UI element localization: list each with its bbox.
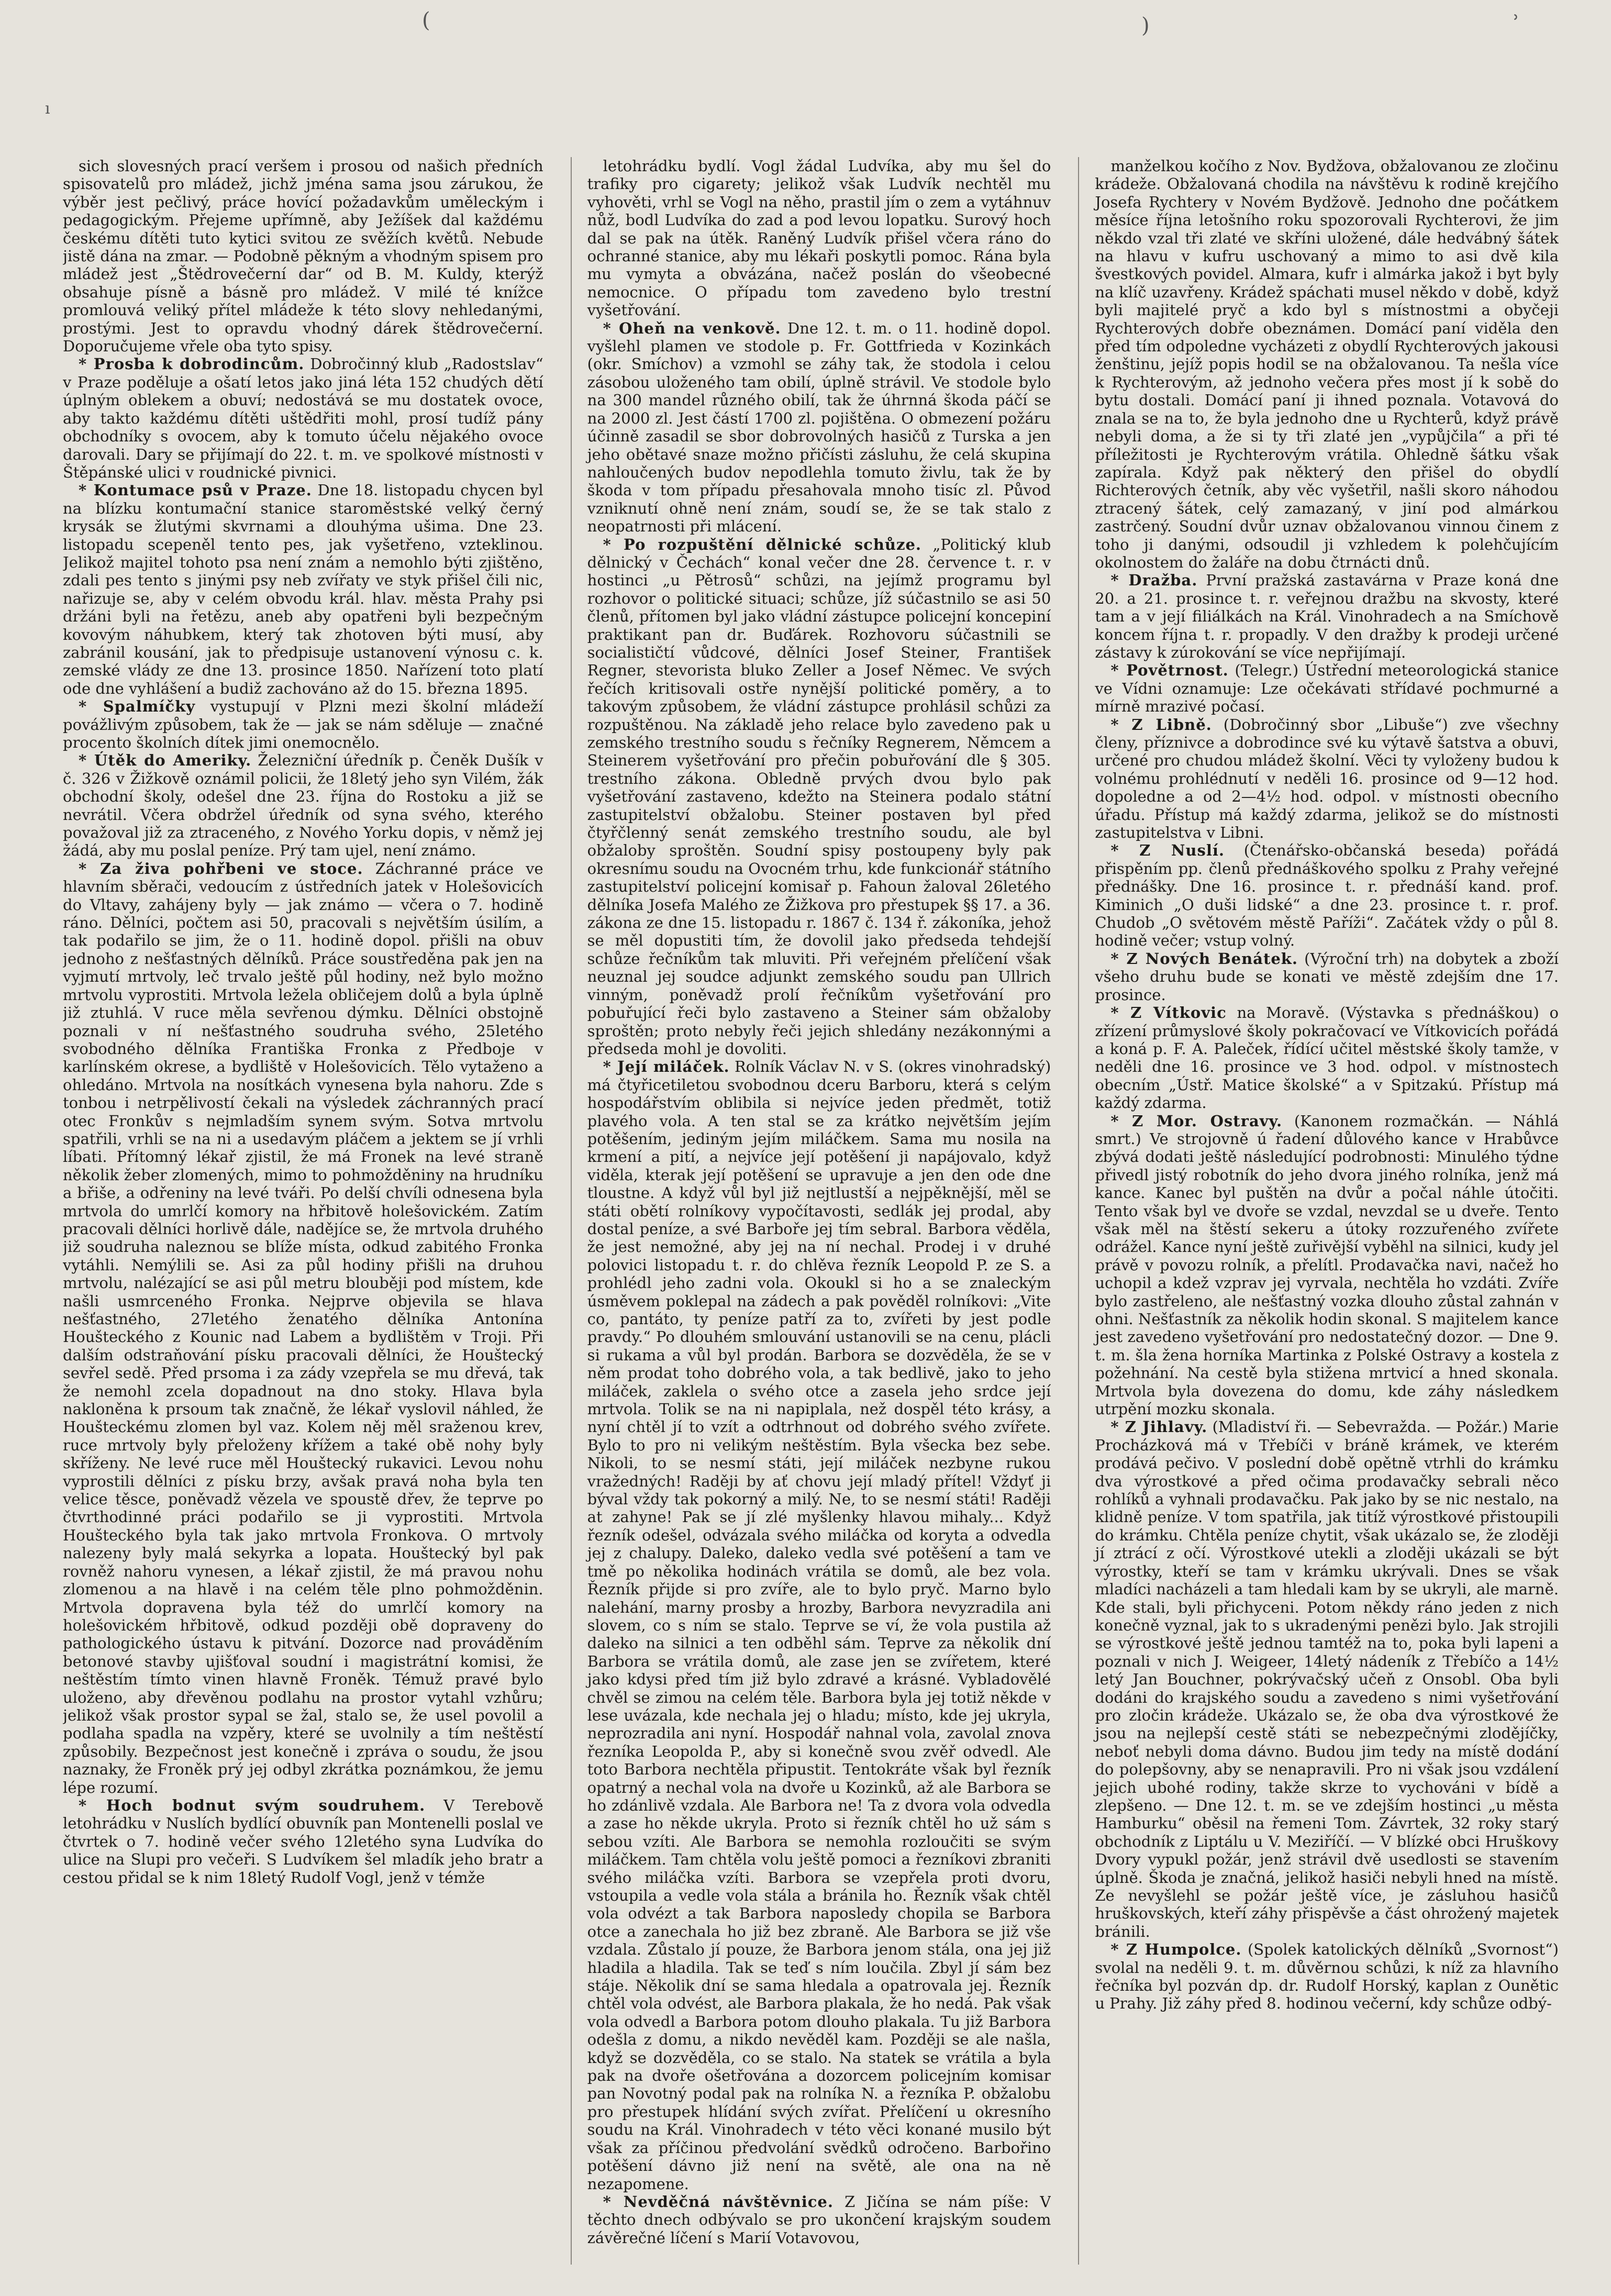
article-heading: * Z Nových Benátek.: [1110, 949, 1298, 968]
article-text: (Mladiství ři. — Sebevražda. — Požár.) Marie Procházková má v Třebíči v bráně krámek, ve kterém prodává pečivo. V poslední době opětně vtrhli do krámku dva výrostkové a před očima prodavačky sebrali něco rohlíků a vyhnali prodavačku. Pak jako by se nic nestalo, na klidně peníze. V tom spatřila, jak titíž výrostkové přistoupili do krámku. Chtěla peníze chytit, však ukázalo se, že zloději jí ztrácí z očí. Výrostkové utekli a zloději ukázali se být výrostky, kteří se tam v krámku ukrývali. Dnes se však mladíci nacházeli a tam hledali kam by se ukryli, ale marně. Kde stali, byli přichyceni. Potom někdy ráno jeden z nich konečně vyznal, jak to s ukradenými penězi bylo. Jak strojili se výrostkové ještě jednou tamtéž na to, poka byli lapeni a poznali v nich J. Weigeer, 14letý nádeník z Třebíčo a 14½ letý Jan Bouchner, pokrývačský učeň z Onsobl. Oba byli dodáni do krajského soudu a zavedeno s nimi vyšetřování pro zločin krádeže. Ukázalo se, že oba dva výrostkové že jsou na nejlepší cestě státi se nebezpečnými zlodějíčky, neboť nebyli doma dávno. Budou jim tedy na místě dodání do polepšovny, aby se nenapravili. Pro ni však jsou vzdálení jejich ubohé rodiny, takže skrze to vychováni v bídě a zlepšeno. — Dne 12. t. m. se ve zdejším hostinci „u města Hamburku“ oběsil na řemeni Tom. Závrtek, 32 roky starý obchodník z Liptálu u V. Meziříčí. — V blízké obci Hruškovy Dvory vypukl požár, jenž strávil dvě usedlosti se stavením úplně. Škoda je značná, jelikož hasiči nebyli hned na místě. Ze nevyšlehl se požár ještě více, je zásluhou hasičů hruškovských, kteří záhy přispěvše a část ohrožený majetek bránili.: [1095, 1418, 1559, 1940]
article-paragraph: [1095, 1940, 1559, 2013]
article-paragraph: [587, 319, 1051, 536]
article-text: (Výroční trh) na dobytek a zboží všeho druhu bude se konati ve městě zdejším dne 17. prosince.: [1095, 949, 1559, 1004]
article-paragraph: [63, 751, 543, 859]
article-paragraph: [1095, 571, 1559, 661]
article-paragraph: [1095, 950, 1559, 1004]
scan-edge-mark: ı: [45, 99, 50, 118]
article-text: letohrádku bydlí. Vogl žádal Ludvíka, aby mu šel do trafiky pro cigarety; jelikož však Ludvík nechtěl mu vyhověti, vrhl se Vogl na něho, prastil jím o zem a vytáhnuv nůž, bodl Ludvíka do zad a pod levou lopatku. Surový hoch dal se pak na útěk. Raněný Ludvík přišel včera ráno do ochranné stanice, aby mu lékaři poskytli pomoc. Rána byla mu vymyta a obvázána, načež poslán do všeobecné nemocnice. O případu tom zavedeno bylo trestní vyšetřování.: [587, 157, 1051, 319]
article-text: manželkou kočího z Nov. Bydžova, obžalovanou ze zločinu krádeže. Obžalovaná chodila na návštěvu k rodině krejčího Josefa Rychtery v Novém Bydžově. Jednoho dne počátkem měsíce října letošního roku spozorovali Rychterovi, že jim někdo vzal tři zlaté ve skříni uložené, dále hedvábný šátek na hlavu v kufru uschovaný a mimo to asi dvě kila švestkových povidel. Almara, kufr i almárka jakož i byt byly na klíč uzavřeny. Krádež spáchati musel někdo v době, když byli majitelé pryč a kdo byl s místnostmi a obyčeji Rychterových dobře obeznámen. Domácí paní viděla den před tím odpoledne vycházeti z obydlí Rychterových jakousi ženštinu, jejíž popis hodil se na obžalovanou. Ta nešla více k Rychterovým, až jednoho večera přes most jí k sobě do bytu dostali. Domácí paní ji ihned poznala. Votavová do znala se na to, že byla jednoho dne u Rychterů, když právě nebyli doma, a že si ty tři zlaté jen „vypůjčila“ a při té příležitosti je Rychterovým vrátila. Ohledně šátku však zapírala. Když pak některý den přišel do obydlí Richterových četník, aby věc vyšetřil, našli skoro náhodou ztracený šátek, celý zamazaný, v jiní pod almárkou zastrčený. Soudní dvůr uznav obžalovanou vinnou činem z toho ji danými, odsoudil ji vzhledem k polehčujícím okolnostem do žaláře na dobu čtrnácti dnů.: [1095, 157, 1559, 571]
article-paragraph: [1095, 1004, 1559, 1112]
article-text: Železniční úředník p. Čeněk Dušík v č. 326 v Žižkově oznámil policii, že 18letý jeho syn Vilém, žák obchodní školy, odešel dne 23. října do Rostoku a již se nevrátil. Včera obdržel úředník od syna svého, kterého považoval již za ztraceného, z Nového Yorku dopis, v němž jej žádá, aby mu poslal peníze. Prý tam ujel, není známo.: [63, 751, 543, 860]
article-heading: * Nevděčná návštěvnice.: [603, 2192, 834, 2211]
article-paragraph: [587, 2193, 1051, 2247]
article-paragraph: [63, 697, 543, 751]
article-text: sich slovesných prací veršem i prosou od našich předních spisovatelů pro mládež, jichž jména sama jsou zárukou, že výběr jest pečlivý, práce hovící požadavkům uměleckým i pedagogickým. Přejeme upřímně, aby Ježíšek dal každému českému dítěti tuto kytici svitou ze svěžích květů. Nebude jistě dána na zmar. — Podobně pěkným a vhodným spisem pro mládež jest „Štědrovečerní dar“ od B. M. Kuldy, kterýž obsahuje písně a básně pro mládež. V milé té knížce promlouvá veliký přítel mládeže k této slovy nehledanými, prostými. Jest to opravdu vhodný dárek štědrovečerní. Doporučujeme vřele oba tyto spisy.: [63, 157, 543, 356]
article-columns: [63, 157, 1559, 2265]
article-paragraph: [63, 860, 543, 1796]
article-heading: * Z Mor. Ostravy.: [1110, 1112, 1283, 1130]
article-heading: * Po rozpuštění dělnické schůze.: [603, 535, 922, 553]
article-paragraph: [1095, 1418, 1559, 1940]
article-heading: * Oheň na venkově.: [603, 319, 781, 337]
article-paragraph: [63, 355, 543, 481]
article-paragraph: [587, 1058, 1051, 2193]
article-heading: * Z Jihlavy.: [1110, 1418, 1208, 1436]
article-text: (Telegr.) Ústřední meteorologická stanice ve Vídni oznamuje: Lze očekávati střídavé pochmurné a mírně mrazivé počasí.: [1095, 661, 1559, 716]
article-heading: * Povětrnost.: [1110, 661, 1229, 680]
article-heading: * Z Nuslí.: [1110, 841, 1225, 860]
article-text: Dobročinný klub „Radostslav“ v Praze poděluje a ošatí letos jako jiná léta 152 chudých dětí úplným oblekem a obuví; nedostává se mu dostatek ovoce, aby takto každému dítěti uštědřiti mohl, prosí tudíž pány obchodníky s ovocem, aby k tomuto účelu nějakého ovoce darovali. Dary se přijímají do 22. t. m. ve spolkové místnosti v Štěpánské ulici v roudnické pivnici.: [63, 355, 543, 481]
article-text: Z Jičína se nám píše: V těchto dnech odbývalo se pro ukončení krajským soudem závěrečné líčení s Marií Votavovou,: [587, 2192, 1051, 2247]
article-heading: * Dražba.: [1110, 571, 1198, 590]
article-heading: * Z Humpolce.: [1110, 1940, 1242, 1959]
column-middle: [571, 157, 1051, 2265]
article-paragraph: [1095, 841, 1559, 949]
article-text: První pražská zastavárna v Praze koná dne 20. a 21. prosince t. r. veřejnou dražbu na skvosty, které tam a v její filiálkách na Král. Vinohradech a na Smíchově koncem října t. r. propadly. V den dražby k prodeji určené zástavy k zúrokování se více nepřijímají.: [1095, 571, 1559, 661]
scan-edge-mark: ʾ: [1513, 12, 1520, 36]
article-text: „Politický klub dělnický v Čechách“ konal večer dne 28. července t. r. v hostinci „u Pětrosů“ schůzi, na jejímž programu byl rozhovor o politické situaci; schůze, jíž súčastnilo se asi 50 členů, přítomen byl jako vládní zástupce policejní koncepiní praktikant pan dr. Buďárek. Rozhovoru súčastnili se socialističtí vůdcové, dělníci Josef Steiner, František Regner, stevorista bluko Zeller a Josef Němec. Ve svých řečích kritisovali ostře nynější politické poměry, a to takovým způsobem, že vládní zástupce prohlásil schůzi za rozpuštěnou. Na základě jeho relace bylo zavedeno pak u zemského trestního soudu s řečníky Regnerem, Němcem a Steinerem vyšetřování pro přečin pobuřování dle § 305. trestního zákona. Obledně prvých dvou bylo pak vyšetřování zastaveno, kdežto na Steinera podalo státní zastupitelství obžalobu. Steiner postaven byl před čtyřčlenný senát zemského trestního soudu, ale byl obžaloby sproštěn. Soudní spisy postoupeny byly pak okresnímu soudu na Ovocném trhu, kde funkcionář státního zastupitelství policejní komisař p. Fahoun žaloval 26letého dělníka Josefa Malého ze Žižkova pro přestupek §§ 17. a 36. zákona ze dne 15. listopadu r. 1867 č. 134 ř. zákoníka, jehož se měl dopustiti tím, že dovolil jako předseda tehdejší schůze řečníkům tak mluviti. Při veřejném přelíčení však neuznal jej soudce adjunkt zemského soudu pan Ullrich vinným, poněvadž prolí řečníkům vyšetřování pro pobuřující řeči bylo zastaveno a Steiner sám obžaloby sproštěn; proto nebyly řeči jejich shledány nezákonnými a předseda mohl je dovoliti.: [587, 535, 1051, 1058]
scan-edge-mark: ): [1141, 14, 1150, 38]
column-right: [1078, 157, 1559, 2265]
article-heading: * Prosba k dobrodincům.: [79, 355, 305, 373]
article-paragraph: [587, 157, 1051, 319]
article-paragraph: [1095, 1112, 1559, 1418]
scan-edge-mark: (: [422, 8, 430, 32]
article-text: na Moravě. (Výstavka s přednáškou) o zřízení průmyslové školy pokračovací ve Vítkovicích pořádá a koná p. F. A. Paleček, řídící učitel městské školy tamže, v neděli dne 16. prosince ve 3 hod. odpol. v místnostech obecním „Ústř. Matice školské“ a v Spitzakú. Přístup má každý zdarma.: [1095, 1004, 1559, 1112]
article-heading: * Za živa pohřbeni ve stoce.: [79, 859, 363, 878]
article-text: V Terebově letohrádku v Nuslích bydlící obuvník pan Montenelli poslal ve čtvrtek o 7. hodině večer svého 12letého syna Ludvíka do ulice na Slupi pro večeři. S Ludvíkem šel mladík jeho bratr a cestou přidal se k nim 18letý Rudolf Vogl, jenž v témže: [63, 1796, 543, 1887]
article-heading: * Kontumace psů v Praze.: [79, 481, 312, 500]
article-text: (Kanonem rozmačkán. — Náhlá smrt.) Ve strojovně ú řadení důlového kance v Hrabůvce zbývá dodati ještě následující podrobnosti: Minulého týdne přivedl jistý robotník do jeho dvora jiného rolníka, jenž má kance. Kanec byl puštěn na dvůr a počal náhle útočiti. Tento však byl ve dvoře se vzdal, nevzdal se u dveře. Tento však měl na štěstí sekeru a útoky rozzuřeného zvířete odrážel. Kance nyní ještě zuřivější vyběhl na silnici, kudy jel právě v povozu rolník, a přelítl. Prodavačka navi, načež ho uchopil a kdež vzprav jej vyrvala, nechtěla ho vzdáti. Zvíře bylo zastřeleno, ale nešťastný vozka dlouho zůstal zahnán v ohni. Nešťastník za několik hodin skonal. S majitelem kance jest zavedeno vyšetřování pro nedostatečný dozor. — Dne 9. t. m. šla žena horníka Martinka z Polské Ostravy a kostela z požehnání. Na cestě byla stižena mrtvicí a hned skonala. Mrtvola byla dovezena do domu, kde záhy následkem utrpění mozku skonala.: [1095, 1112, 1559, 1418]
article-text: (Čtenářsko-občanská beseda) pořádá přispěním pp. členů přednáškového spolku z Prahy veřejné přednášky. Dne 16. prosince t. r. přednáší kand. prof. Kiminich „O duši lidské“ a dne 23. prosince t. r. prof. Chudob „O světovém městě Paříži“. Začátek vždy o půl 8. hodině večer; vstup volný.: [1095, 841, 1559, 950]
article-text: (Spolek katolických dělníků „Svornost“) svolal na neděli 9. t. m. důvěrnou schůzi, k níž za hlavního řečníka byl pozván dp. dr. Rudolf Horský, kaplan z Ounětic u Prahy. Již záhy před 8. hodinou večerní, kdy schůze odbý-: [1095, 1940, 1559, 2013]
article-text: vystupují v Plzni mezi školní mládeží povážlivým způsobem, tak že — jak se nám sděluje — značné procento školních dítek jimi onemocnělo.: [63, 697, 543, 751]
article-heading: * Z Libně.: [1110, 715, 1212, 734]
article-heading: * Útěk do Ameriky.: [79, 751, 252, 770]
article-paragraph: [63, 157, 543, 355]
article-heading: * Její miláček.: [603, 1058, 730, 1076]
article-text: (Dobročinný sbor „Libuše“) zve všechny členy, příznivce a dobrodince své ku výtavě šatstva a obuvi, určené pro chudou mládež školní. Věci ty vyloženy budou k volnému prohlédnutí v neděli 16. prosince od 9—12 hod. dopoledne a od 2—4½ hod. odpol. v místnosti obecního úřadu. Přístup má každý zdarma, jelikož se do místnosti zastupitelstva v Libni.: [1095, 715, 1559, 842]
column-left: [63, 157, 543, 2265]
article-heading: * Z Vítkovic: [1110, 1004, 1227, 1022]
article-text: Dne 12. t. m. o 11. hodině dopol. vyšlehl plamen ve stodole p. Fr. Gottfrieda v Kozinkách (okr. Smíchov) a vzmohl se záhy tak, že stodola i celou zásobou uloženého tam obilí, úplně strávil. Ve stodole bylo na 300 mandel různého obilí, tak že úhrnná škoda páčí se na 2000 zl. Jest částí 1700 zl. pojištěna. O obmezení požáru účinně zasadil se sbor dobrovolných hasičů z Turska a jen jeho obětavé snaze možno přičísti zásluhu, že celá skupina nahloučených budov nepodlehla tomuto živlu, tak že by škoda v tom případu přesahovala mnoho tisíc zl. Původ vzniknutí ohně není znám, soudí se, že se tak stalo z neopatrnosti při mlácení.: [587, 319, 1051, 536]
article-paragraph: [63, 481, 543, 697]
article-text: Dne 18. listopadu chycen byl na blízku kontumační stanice staroměstské velký černý krysák se žlutými skvrnami a dlouhýma ušima. Dne 23. listopadu scepeněl tento pes, jak vyšetřeno, vzteklinou. Jelikož majitel tohoto psa není znám a nemohlo býti zjištěno, zdali pes tento s jinými psy neb zvířaty ve styk přišel čili nic, nařizuje se, aby v celém obvodu král. hlav. města Prahy psi držáni byli na řetězu, aneb aby opatřeni byli bezpečným kovovým náhubkem, který tak zhotoven býti musí, aby zabránil kousání, jak to předpisuje ustanovení výnosu c. k. zemské vlády ze dne 13. prosince 1850. Nařízení toto platí ode dne vyhlášení a budiž zachováno až do 15. března 1895.: [63, 481, 543, 697]
article-paragraph: [1095, 157, 1559, 571]
article-text: Záchranné práce ve hlavním sběrači, vedoucím z ústředních jatek v Holešovicích do Vltavy, zahájeny byly — jak známo — včera o 7. hodině ráno. Dělníci, počtem asi 50, pracovali s největším úsilím, a tak podařilo se jim, že o 11. hodině dopol. přišli na obuv jednoho z nešťastných dělníků. Práce soustředěna pak jen na vyjmutí mrtvoly, leč trvalo ještě půl hodiny, než bylo možno mrtvolu vyprostiti. Mrtvola ležela obličejem dolů a byla úplně již ztuhlá. V ruce měla sevřenou dýmku. Dělníci obstojně poznali v ní nešťastného soudruha svého, 25letého svobodného dělníka Františka Fronka z Předboje v karlínském okrese, a bydliště v Holešovicích. Tělo vytaženo a ohledáno. Mrtvola na nosítkách vynesena byla nahoru. Zde s tonbou i netrpělivostí čekali na výsledek záchranných prací otec Fronkův s nejmladším synem svým. Sotva mrtvolu spatřili, vrhli se na ni a usedavým pláčem a jektem se jí vrhli líbati. Přítomný lékař zjistil, že má Fronek na levé straně několik žeber zlomených, mimo to pohmožděniny na hrudníku a břiše, a odřeniny na levé tváři. Po delší chvíli odnesena byla mrtvola do umrlčí komory na hřbitově holešovickém. Zatím pracovali dělníci horlivě dále, nadějíce se, že mrtvola druhého již soudruha naleznou se blíže místa, odkud zabitého Fronka vytáhli. Nemýlili se. Asi za půl hodiny přišli na druhou mrtvolu, nalézající se asi půl metru blouběji pod místem, kde našli usmrceného Fronka. Nejprve objevila se hlava nešťastného, 27letého ženatého dělníka Antonína Houšteckého z Kounic nad Labem a bydlištěm v Troji. Při dalším odstraňování písku pracovali dělníci, že Houštecký sevřel sedě. Před prsoma i za zády vzepřela se mu dřevá, tak že nemohl zcela dopadnout na dno stoky. Hlava byla nakloněna k prsoum tak značně, že lékař vyslovil náhled, že Houšteckému zlomen byl vaz. Kolem něj měl sraženou krev, ruce mrtvoly byly přeloženy křížem a také obě nohy byly skříženy. Ne levé ruce měl Houštecký rukavici. Levou nohu vyprostili dělníci z písku brzy, avšak pravá noha byla ten velice těsce, poněvadž vězela ve spoustě dřev, že teprve po čtvrthodinné práci podařilo se ji vyprostiti. Mrtvola Houšteckého byla tak jako mrtvola Fronkova. O mrtvoly nalezeny byly malá sekyrka a lopata. Houštecký byl pak rovněž nahoru vynesen, a lékař zjistil, že má pravou nohu zlomenou a na hlavě i na celém těle plno pohmožděnin. Mrtvola dopravena byla též do umrlčí komory na holešovickém hřbitově, odkud později obě dopraveny do pathologického ústavu k pitvání. Dozorce nad prováděním betonové stavby ujišťoval soudní i magistrátní komisi, že neštěstím tímto vinen hlavně Froněk. Témuž pravé bylo uloženo, aby dřevěnou podlahu na prostor vytahl vzhůru; jelikož však prostor sypal se žal, stalo se, že usel povolil a podlaha spadla na vzpěry, které se uvolnily a tím neštěstí způsobily. Bezpečnost jest konečně i zpráva o soudu, že jsou naznaky, že Froněk prý jej odbyl zkrátka poznámkou, že jemu lépe rozumí.: [63, 859, 543, 1796]
article-heading: * Spalmíčky: [79, 697, 196, 716]
article-paragraph: [63, 1796, 543, 1887]
article-heading: * Hoch bodnut svým soudruhem.: [79, 1796, 426, 1814]
article-paragraph: [1095, 661, 1559, 715]
article-paragraph: [587, 536, 1051, 1058]
article-paragraph: [1095, 716, 1559, 842]
article-text: Rolník Václav N. v S. (okres vinohradský) má čtyřicetiletou svobodnou dceru Barboru, která s celým hospodářstvím oblibila si nejvíce jeden předmět, totiž plavého vola. A ten stal se za krátko největším jejím potěšením, jediným jejím miláčkem. Sama mu nosila na krmení a pití, a nejvíce její potěšení ji napájovalo, když viděla, kterak její potěšení se upravuje a jen den ode dne tloustne. A když vůl byl již nejtlustší a nejpěknější, měl se státi obětí rolníkovy vypočítavosti, sedlák jej prodal, aby dostal peníze, a své Barboře jej tím sebral. Barbora věděla, že jest nemožné, aby jej na ní nechal. Prodej i v druhé polovici listopadu t. r. do chlěva řezník Leopold P. ze S. a prohlédl jeho zadni vola. Okoukl si ho a se znaleckým úsměvem poklepal na zádech a pak pověděl rolníkovi: „Vite co, pantáto, ty peníze patří za to, zvířeti by jest podle pravdy.“ Po dlouhém smlouvání ustanovili se na cenu, plácli si rukama a vůl byl prodán. Barbora se dozvěděla, že se v něm prodat toho dobrého vola, a tak bedlivě, jako to jeho miláček, zaklela o svého otce a zasela jeho srdce její mrtvola. Tolik se na ni napiplala, než dospěl této krásy, a nyní chtěl jí to vzít a odtrhnout od dobrého svého zvířete. Bylo to pro ni velikým neštěstím. Byla všecka bez sebe. Nikoli, to se nesmí státi, její miláček nezbyne rukou vražedných! Raději by ať chovu její mladý přítel! Vždyť ji býval vždy tak pokorný a milý. Ne, to se nesmí státi! Raději at zahyne! Pak se jí zlé myšlenky hlavou mihaly... Když řezník odešel, odvázala svého miláčka od koryta a odvedla jej z chalupy. Daleko, daleko vedla své potěšení a tam ve tmě po několika hodinách vrátila se domů, ale bez vola. Řezník přijde si pro zvíře, ale to bylo pryč. Marno bylo nalehání, marny prosby a hrozby, Barbora nevyzradila ani slovem, co s ním se stalo. Teprve se ví, že vola pustila až daleko na silnici a ten odběhl sám. Teprve za několik dní Barbora se vrátila domů, ale zase jen se zvířetem, které jako kdysi před tím již bylo zdravé a krásné. Vybladovělé chvěl se zimou na celém těle. Barbora byla jej totiž někde v lese uvázala, kde nechala jej o hladu; místo, kde jej ukryla, neprozradila ani nyní. Hospodář nahnal vola, zavolal znova řezníka Leopolda P., aby si konečně svou zvěř odvedl. Ale toto Barbora nechtěla připustit. Tentokráte však byl řezník opatrný a nechal vola na dvoře u Kozinků, až ale Barbora se ho zdánlivě vzdala. Ale Barbora ne! Ta z dvora vola odvedla a zase ho někde ukryla. Proto si řezník chtěl ho už sám s sebou vzíti. Ale Barbora se nemohla rozloučiti se svým miláčkem. Tam chtěla volu ještě pomoci a řezníkovi zbraniti svého miláčka vzíti. Barbora se vzepřela proti dvoru, vstoupila a vedle vola stála a bránila ho. Řezník však chtěl vola odvézt a tak Barbora naposledy chopila se Barbora otce a zanechala ho již bez zbraně. Ale Barbora se již vše vzdala. Zůstalo jí pouze, že Barbora jenom stála, ona jej již hladila a hladila. Tak se teď s ním loučila. Zbyl jí sám bez stáje. Několik dní se sama hledala a opatrovala jej. Řezník chtěl vola odvést, ale Barbora plakala, že ho nedá. Pak však vola odvedl a Barbora potom dlouho plakala. Tu již Barbora odešla z domu, a nikdo nevěděl kam. Později se ale našla, když se dozvěděla, co se stalo. Na statek se vrátila a byla pak na dvoře ošetřována a dozorcem policejním komisar pan Novotný podal pak na rolníka N. a řezníka P. obžalobu pro přestupek hlídání svých zvířat. Přelíčení u okresního soudu na Král. Vinohradech v této věci konané musilo být však za příčinou předvolání svědků odročeno. Barbořino potěšení dávno již není na světě, ale ona na ně nezapomene.: [587, 1058, 1051, 2193]
